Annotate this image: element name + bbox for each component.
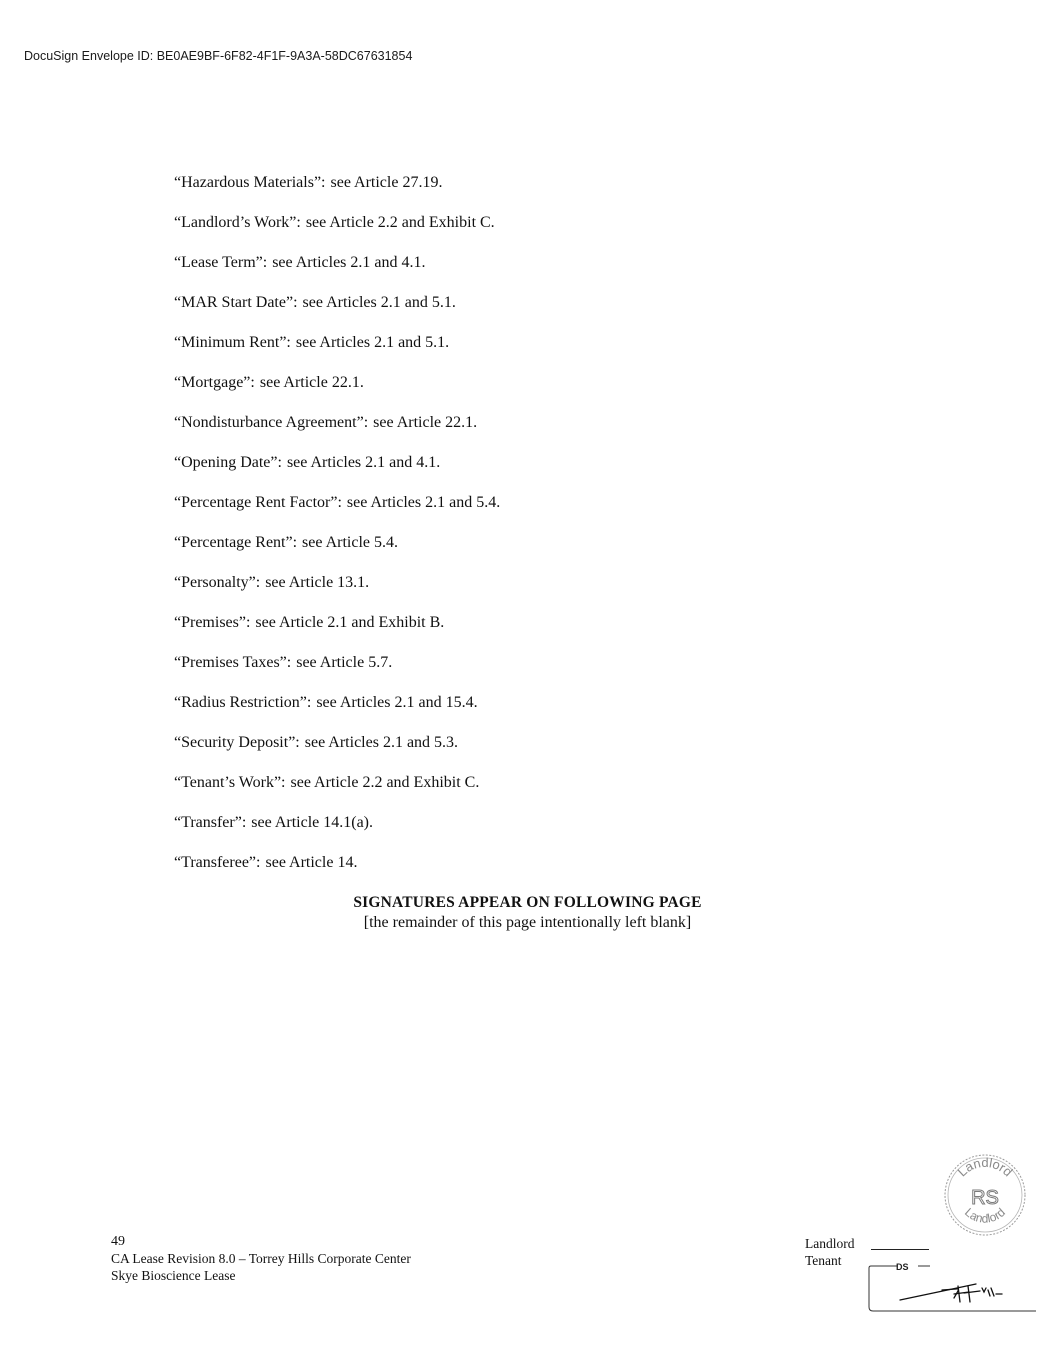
definitions-list	[174, 174, 874, 894]
definition-term: “Hazardous Materials”:	[174, 174, 326, 191]
seal-top-text: Landlord	[954, 1155, 1016, 1180]
definition-term: “Security Deposit”:	[174, 734, 300, 751]
definition-reference: see Articles 2.1 and 5.3.	[304, 734, 459, 751]
definition-reference: see Article 27.19.	[330, 174, 443, 191]
definition-item	[174, 334, 874, 374]
definition-term: “Opening Date”:	[174, 454, 282, 471]
definition-reference: see Article 2.2 and Exhibit C.	[305, 214, 495, 231]
definition-term: “Percentage Rent”:	[174, 534, 298, 551]
definition-term: “MAR Start Date”:	[174, 294, 298, 311]
definition-item	[174, 454, 874, 494]
definition-item	[174, 494, 874, 534]
tenant-initials-signature-icon	[900, 1284, 1002, 1302]
definition-reference: see Article 13.1.	[265, 574, 370, 591]
definition-reference: see Article 22.1.	[373, 414, 478, 431]
definition-term: “Landlord’s Work”:	[174, 214, 301, 231]
definition-item	[174, 614, 874, 654]
definition-term: “Percentage Rent Factor”:	[174, 494, 342, 511]
landlord-initials-seal-icon	[942, 1152, 1028, 1238]
definition-reference: see Articles 2.1 and 5.1.	[302, 294, 456, 311]
definition-reference: see Article 14.1(a).	[251, 814, 374, 831]
definition-item	[174, 694, 874, 734]
lease-name: Skye Bioscience Lease	[111, 1268, 236, 1283]
definition-term: “Minimum Rent”:	[174, 334, 291, 351]
definition-reference: see Article 5.7.	[296, 654, 393, 671]
definition-reference: see Articles 2.1 and 4.1.	[286, 454, 441, 471]
definition-reference: see Articles 2.1 and 4.1.	[272, 254, 426, 271]
tenant-label: Tenant	[805, 1253, 842, 1268]
definition-item	[174, 374, 874, 414]
initials-block	[805, 1235, 855, 1269]
seal-bottom-text: Landlord	[962, 1205, 1008, 1226]
definition-term: “Nondisturbance Agreement”:	[174, 414, 369, 431]
definition-reference: see Articles 2.1 and 5.4.	[346, 494, 501, 511]
definition-item	[174, 654, 874, 694]
seal-initials: RS	[971, 1187, 999, 1209]
definition-term: “Tenant’s Work”:	[174, 774, 286, 791]
definition-term: “Radius Restriction”:	[174, 694, 312, 711]
docusign-initials-box	[868, 1262, 1038, 1314]
definition-reference: see Article 2.1 and Exhibit B.	[255, 614, 445, 631]
definition-term: “Personalty”:	[174, 574, 261, 591]
definition-item	[174, 214, 874, 254]
signature-notice	[0, 893, 1055, 933]
definition-term: “Transfer”:	[174, 814, 247, 831]
definition-term: “Premises Taxes”:	[174, 654, 292, 671]
landlord-initial-line	[871, 1249, 929, 1250]
definition-item	[174, 774, 874, 814]
definition-reference: see Article 14.	[265, 854, 358, 871]
signature-notice-subheading: [the remainder of this page intentionally left blank]	[363, 914, 692, 931]
page-number: 49	[111, 1234, 125, 1249]
definition-reference: see Article 22.1.	[259, 374, 364, 391]
definition-item	[174, 734, 874, 774]
landlord-label: Landlord	[805, 1236, 855, 1251]
definition-item	[174, 534, 874, 574]
signature-notice-heading: SIGNATURES APPEAR ON FOLLOWING PAGE	[353, 894, 702, 911]
definition-reference: see Article 2.2 and Exhibit C.	[290, 774, 480, 791]
definition-item	[174, 174, 874, 214]
definition-item	[174, 814, 874, 854]
definition-item	[174, 294, 874, 334]
definition-reference: see Articles 2.1 and 5.1.	[295, 334, 450, 351]
definition-reference: see Article 5.4.	[302, 534, 399, 551]
svg-text:Landlord	[954, 1155, 1015, 1179]
definition-term: “Mortgage”:	[174, 374, 255, 391]
definition-term: “Premises”:	[174, 614, 251, 631]
revision-line: CA Lease Revision 8.0 – Torrey Hills Corporate Center	[111, 1251, 411, 1266]
definition-term: “Transferee”:	[174, 854, 261, 871]
ds-label: DS	[896, 1262, 909, 1272]
docusign-envelope-id: DocuSign Envelope ID: BE0AE9BF-6F82-4F1F-9A3A-58DC67631854	[24, 49, 413, 63]
definition-reference: see Articles 2.1 and 15.4.	[316, 694, 478, 711]
definition-item	[174, 854, 874, 894]
definition-item	[174, 414, 874, 454]
definition-item	[174, 254, 874, 294]
footer-left	[111, 1233, 411, 1284]
definition-term: “Lease Term”:	[174, 254, 268, 271]
definition-item	[174, 574, 874, 614]
